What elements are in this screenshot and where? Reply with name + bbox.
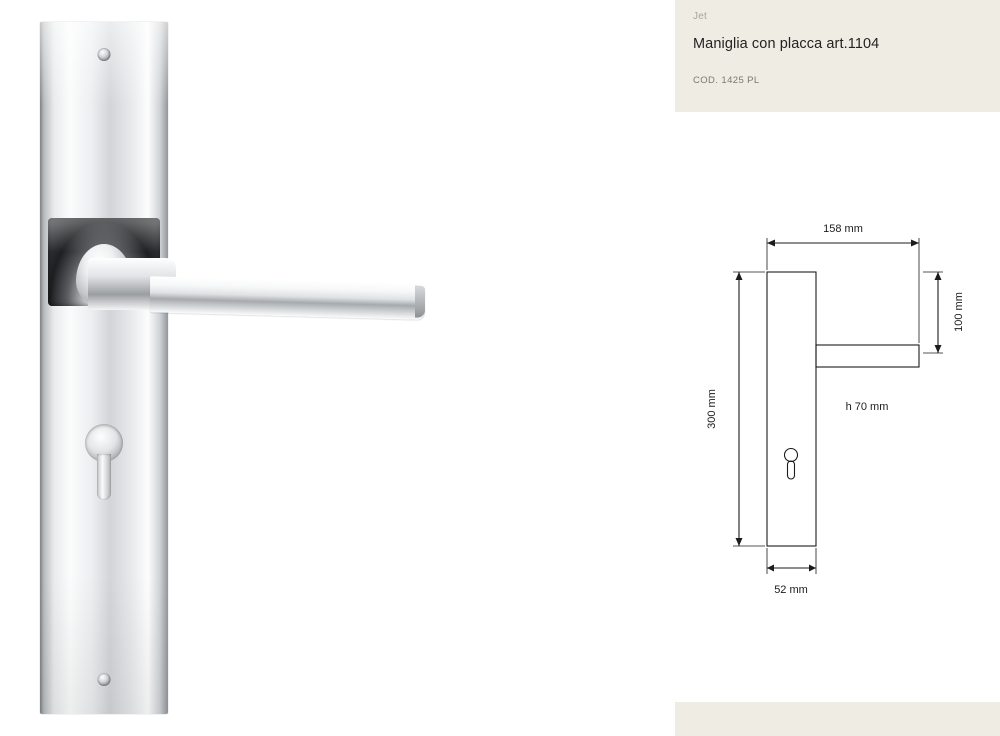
arrow-down-300 [736,538,743,546]
drawing-keyhole-slot [788,461,795,479]
brand-label: Jet [693,11,707,22]
keyhole-slot [97,454,111,500]
bottom-screw-icon [98,673,111,686]
technical-drawing-pane [675,112,1000,702]
dimension-label-52: 52 mm [774,584,808,596]
arrow-down-100 [935,345,942,353]
product-header [675,0,1000,112]
lever-outline [816,345,919,367]
technical-drawing [675,112,1000,702]
dimension-label-100: 100 mm [953,292,965,332]
product-info-pane [675,0,1000,736]
drawing-keyhole-circle [785,449,798,462]
lever-handle [150,276,425,320]
dimension-label-h70: h 70 mm [845,401,889,413]
arrow-right-52 [809,565,816,572]
arrow-up-100 [935,272,942,280]
rose-highlight [48,218,160,252]
dimension-label-158: 158 mm [823,223,863,235]
door-handle-photo [40,22,168,714]
arrow-right-158 [911,240,919,247]
dimension-drawing-svg [675,112,1000,702]
backplate [40,22,168,714]
arrow-left-158 [767,240,775,247]
euro-profile-keyhole-icon [85,424,123,502]
arrow-left-52 [767,565,774,572]
dimension-label-300: 300 mm [706,389,718,429]
footer-band [675,702,1000,736]
product-code: COD. 1425 PL [693,75,760,86]
arrow-up-300 [736,272,743,280]
page-title: Maniglia con placca art.1104 [693,36,880,52]
plate-outline [767,272,816,546]
top-screw-icon [98,48,111,61]
